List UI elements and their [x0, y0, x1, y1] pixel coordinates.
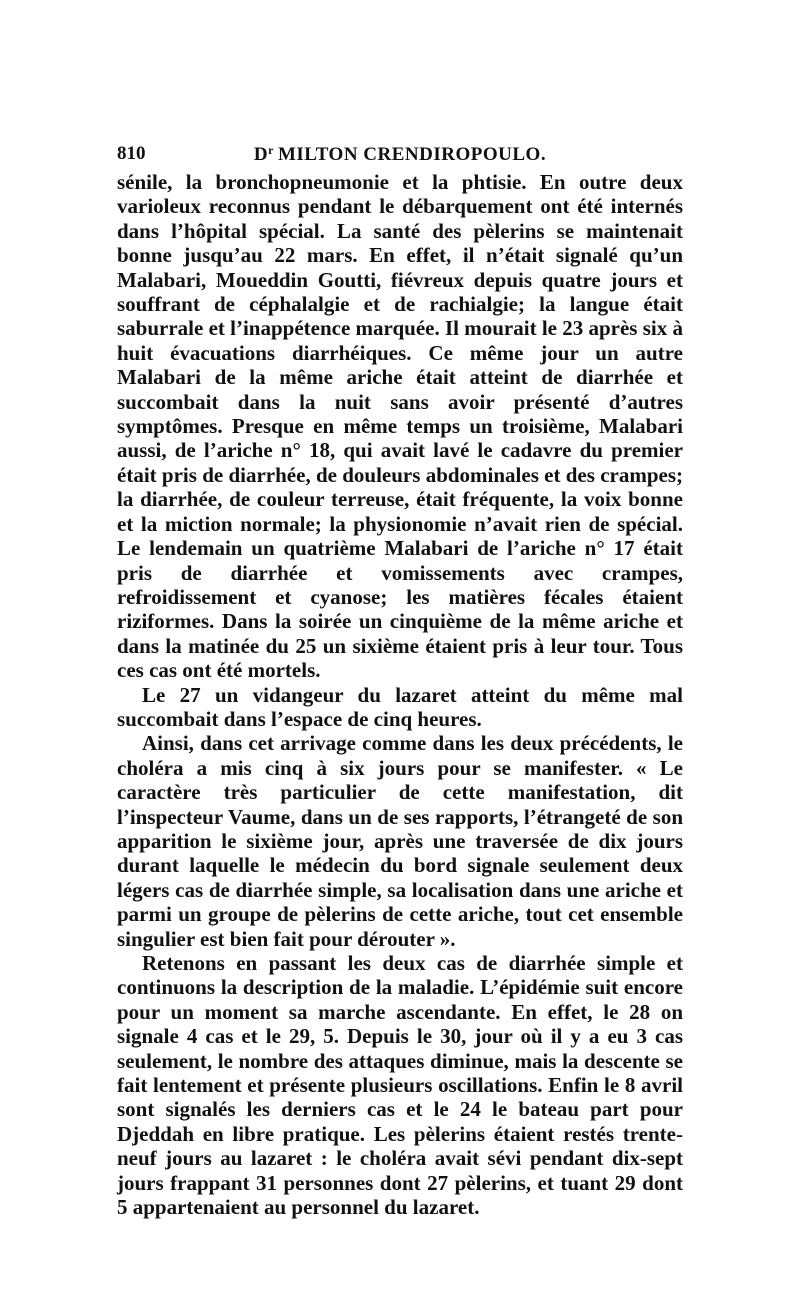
page-number: 810 [117, 143, 146, 164]
author-prefix-superscript: r [268, 143, 274, 157]
paragraph-continuation: sénile, la bronchopneumonie et la phtisie. En outre deux varioleux reconnus pendant le débarquement ont été internés dans l’hôpital spécial. La santé des pèlerins se maintenait bonne jusqu’au 22 mars. En effet, il n’était signalé qu’un Malabari, Moueddin Goutti, fiévreux depuis quatre jours et souffrant de céphalalgie et de rachialgie; la langue était saburrale et l’inappétence marquée. Il mourait le 23 après six à huit évacuations diarrhéiques. Ce même jour un autre Malabari de la même ariche était atteint de diarrhée et succombait dans la nuit sans avoir présenté d’autres symptômes. Presque en même temps un troisième, Malabari aussi, de l’ariche n° 18, qui avait lavé le cadavre du premier était pris de diarrhée, de douleurs abdominales et des crampes; la diarrhée, de couleur terreuse, était fréquente, la voix bonne et la miction normale; la physionomie n’avait rien de spécial. Le lendemain un quatrième Malabari de l’ariche n° 17 était pris de diarrhée et vomissements avec crampes, refroidissement et cyanose; les matières fécales étaient riziformes. Dans la soirée un cinquième de la même ariche et dans la matinée du 25 un sixième étaient pris à leur tour. Tous ces cas ont été mortels. [117, 170, 683, 683]
paragraph: Le 27 un vidangeur du lazaret atteint du même mal succombait dans l’espace de cinq heures. [117, 682, 683, 731]
running-title [117, 143, 683, 166]
body-text [117, 170, 683, 1219]
paragraph: Retenons en passant les deux cas de diarrhée simple et continuons la description de la maladie. L’épidémie suit encore pour un moment sa marche ascendante. En effet, le 28 on signale 4 cas et le 29, 5. Depuis le 30, jour où il y a eu 3 cas seulement, le nombre des attaques diminue, mais la descente se fait lentement et présente plusieurs oscillations. Enfin le 8 avril sont signalés les derniers cas et le 24 le bateau part pour Djeddah en libre pratique. Les pèlerins étaient restés trente-neuf jours au lazaret : le choléra avait sévi pendant dix-sept jours frappant 31 personnes dont 27 pèlerins, et tuant 29 dont 5 appartenaient au personnel du lazaret. [117, 951, 683, 1220]
author-prefix: D [253, 144, 269, 165]
running-head [117, 143, 683, 169]
paragraph: Ainsi, dans cet arrivage comme dans les deux précédents, le choléra a mis cinq à six jours pour se manifester. « Le caractère très particulier de cette manifestation, dit l’inspecteur Vaume, dans un de ses rapports, l’étrangeté de son apparition le sixième jour, après une traversée de dix jours durant laquelle le médecin du bord signale seulement deux légers cas de diarrhée simple, sa localisation dans une ariche et parmi un groupe de pèlerins de cette ariche, tout cet ensemble singulier est bien fait pour dérouter ». [117, 731, 683, 951]
author-name: MILTON CRENDIROPOULO. [277, 144, 547, 165]
